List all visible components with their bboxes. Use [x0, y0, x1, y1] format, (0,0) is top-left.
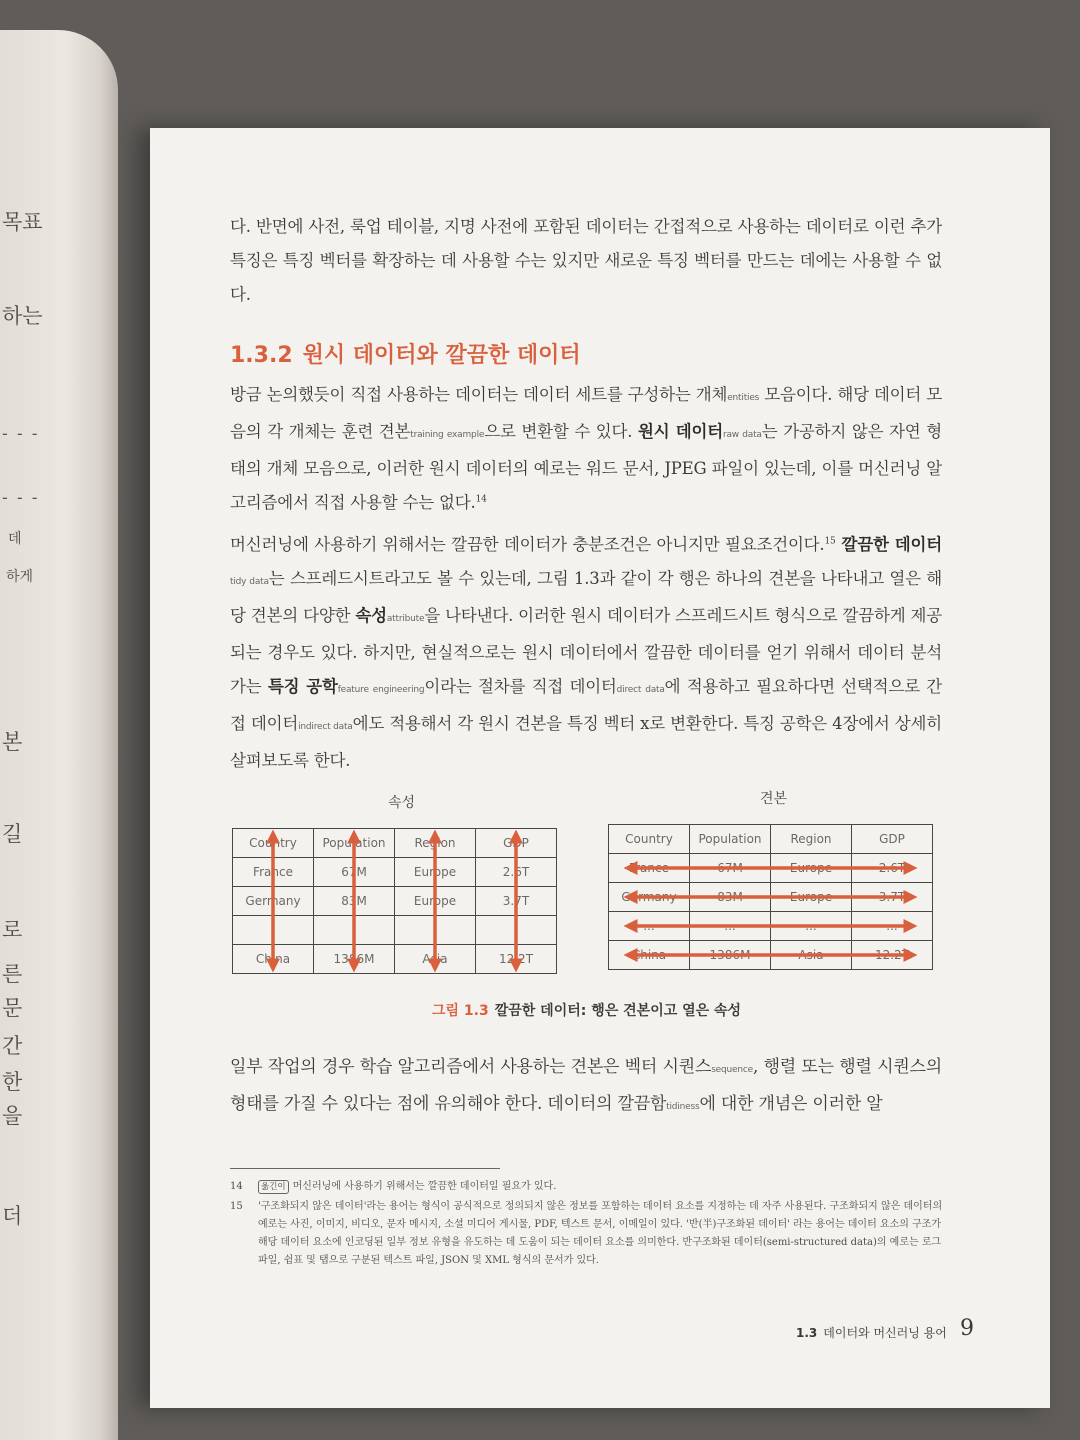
left-page-dashes: - - -: [2, 424, 40, 443]
left-page-fragment: 하게: [6, 569, 34, 585]
english-term: attribute: [386, 614, 425, 624]
translator-tag: 옮긴이: [258, 1180, 289, 1194]
english-term: feature engineering: [337, 685, 425, 695]
table-cell: 67M: [314, 858, 395, 887]
tidy-table-columns: [232, 828, 557, 974]
table-row: [233, 945, 557, 974]
table-cell: [314, 916, 395, 945]
table-cell: 12.2T: [476, 945, 557, 974]
table-row: [233, 858, 557, 887]
left-page-fragment: 목표: [2, 210, 43, 234]
page-number: 9: [960, 1316, 974, 1341]
book-page: [150, 128, 1050, 1408]
table-cell: 3.7T: [852, 883, 933, 912]
paragraph-tidy-data: [230, 528, 942, 778]
table-cell: Asia: [395, 945, 476, 974]
running-footer: [796, 1324, 947, 1341]
table-cell: 3.7T: [476, 887, 557, 916]
english-term: indirect data: [298, 722, 353, 732]
left-facing-page: [0, 30, 118, 1440]
left-page-fragment: 더: [2, 1204, 23, 1228]
table-cell: France: [233, 858, 314, 887]
table-cell: [233, 916, 314, 945]
section-title: 원시 데이터와 깔끔한 데이터: [302, 343, 581, 368]
footnote-number: 15: [230, 1201, 243, 1212]
footnote-number: 14: [230, 1181, 243, 1192]
table-row: [609, 854, 933, 883]
figure-number: 그림 1.3: [432, 1003, 489, 1019]
table-cell: France: [609, 854, 690, 883]
bold-term: 속성: [355, 606, 387, 625]
left-page-fragment: 하는: [2, 304, 43, 328]
paragraph-sequence: [230, 1050, 942, 1124]
left-page-fragment: 데: [8, 531, 22, 547]
left-page-fragment: 한: [2, 1070, 23, 1094]
section-number: 1.3.2: [230, 343, 293, 368]
table-cell: 1386M: [314, 945, 395, 974]
table-cell: 2.6T: [852, 854, 933, 883]
text-run: 이라는 절차를 직접 데이터: [424, 677, 617, 696]
left-page-fragment: 간: [2, 1034, 23, 1058]
footer-section-number: 1.3: [796, 1326, 818, 1340]
text-run: , 행렬 또는 행렬 시퀀스의 형태를 가질 수 있다는 점에 유의해야 한다. 데이터의 깔끔함: [230, 1057, 942, 1114]
english-term: raw data: [722, 430, 762, 440]
table-cell: 12.2T: [852, 941, 933, 970]
text-run: 일부 작업의 경우 학습 알고리즘에서 사용하는 견본은 벡터 시퀀스: [230, 1057, 712, 1077]
footnote-ref-15: 15: [824, 536, 836, 547]
text-run: 머신러닝에 사용하기 위해서는 깔끔한 데이터가 충분조건은 아니지만 필요조건이다.: [230, 535, 825, 554]
english-term: sequence: [711, 1065, 753, 1075]
footnote-15: [230, 1198, 950, 1270]
text-run: 는 가공하지 않은 자연 형태의 개체 모음으로, 이러한 원시 데이터의 예로는 워드 문서, JPEG 파일이 있는데, 이를 머신러닝 알고리즘에서 직접 사용할 수는 없다.: [230, 422, 942, 512]
english-term: tidiness: [666, 1102, 700, 1112]
table-cell: Germany: [233, 887, 314, 916]
footnote-ref-14: 14: [475, 494, 487, 505]
footnote-text: '구조화되지 않은 데이터'라는 용어는 형식이 공식적으로 정의되지 않은 정보를 포함하는 데이터 요소를 지정하는 데 자주 사용된다. 구조화되지 않은 데이터의 예로는 사진, 이미지, 비디오, 문자 메시지, 소셜 미디어 게시물, PDF, 텍스트 문서, 이메일이 있다. '반(半)구조화된 데이터' 라는 용어는 데이터 요소의 구조가 해당 데이터 요소에 인코딩된 일부 정보 유형을 유도하는 데 도움이 되는 데이터 요소를 의미한다. 반구조화된 데이터(semi-structured data)의 예로는 로그 파일, 쉼표 및 탭으로 구분된 텍스트 파일, JSON 및 XML 형식의 문서가 있다.: [258, 1201, 943, 1266]
table-header-row: [233, 829, 557, 858]
figure-label-attributes: 속성: [388, 795, 416, 811]
table-row: [609, 912, 933, 941]
footnote-divider: [230, 1168, 500, 1169]
left-page-fragment: 로: [2, 918, 23, 942]
table-cell: Population: [314, 829, 395, 858]
tidy-table-rows: [608, 824, 933, 970]
section-heading: [230, 338, 581, 369]
english-term: training example: [410, 430, 485, 440]
intro-paragraph: 다. 반면에 사전, 룩업 테이블, 지명 사전에 포함된 데이터는 간접적으로 사용하는 데이터로 이런 추가 특징은 특징 벡터를 확장하는 데 사용할 수는 있지만 새로운 특징 벡터를 만드는 데에는 사용할 수 없다.: [230, 217, 942, 304]
table-row: [233, 916, 557, 945]
figure-caption: [432, 1000, 741, 1020]
table-cell: GDP: [852, 825, 933, 854]
text-run: 으로 변환할 수 있다.: [484, 422, 639, 441]
left-page-dashes: - - -: [2, 488, 40, 507]
text-run: 모음이다. 해당 데이터 모음의 각 개체는 훈련 견본: [230, 385, 942, 441]
figure-label-examples: 견본: [760, 791, 788, 807]
table-cell: 67M: [690, 854, 771, 883]
table-cell: 83M: [690, 883, 771, 912]
text-run: 에 적용하고 필요하다면 선택적으로 간접 데이터: [230, 677, 942, 733]
left-page-fragment: 본: [2, 730, 23, 754]
table-cell: China: [609, 941, 690, 970]
left-page-fragment: 른: [2, 962, 23, 986]
table-cell: Europe: [395, 887, 476, 916]
table-cell: 2.6T: [476, 858, 557, 887]
table-row: [609, 941, 933, 970]
table-cell: Germany: [609, 883, 690, 912]
table-cell: Europe: [771, 854, 852, 883]
bold-term: 특징 공학: [267, 677, 338, 696]
table-cell: Region: [395, 829, 476, 858]
table-cell: GDP: [476, 829, 557, 858]
text-run: 을 나타낸다. 이러한 원시 데이터가 스프레드시트 형식으로 깔끔하게 제공되는 경우도 있다. 하지만, 현실적으로는 원시 데이터에서 깔끔한 데이터를 얻기 위해서 데이터 분석가는: [230, 606, 942, 696]
table-cell: 83M: [314, 887, 395, 916]
table-cell: China: [233, 945, 314, 974]
left-page-fragment: 문: [2, 996, 23, 1020]
text-run: 는 스프레드시트라고도 볼 수 있는데, 그림 1.3과 같이 각 행은 하나의 견본을 나타내고 열은 해당 견본의 다양한: [230, 569, 942, 625]
table-cell: Population: [690, 825, 771, 854]
text-run: 방금 논의했듯이 직접 사용하는 데이터는 데이터 세트를 구성하는 개체: [230, 385, 728, 404]
table-row: [609, 883, 933, 912]
table-cell: [476, 916, 557, 945]
table-row: [233, 887, 557, 916]
table-cell: Country: [609, 825, 690, 854]
paragraph-raw-data: [230, 378, 942, 520]
english-term: entities: [727, 393, 760, 403]
table-cell: ...: [609, 912, 690, 941]
table-cell: Country: [233, 829, 314, 858]
table-cell: Region: [771, 825, 852, 854]
footnote-text: 머신러닝에 사용하기 위해서는 깔끔한 데이터일 필요가 있다.: [292, 1181, 557, 1192]
left-page-fragment: 길: [2, 822, 23, 846]
text-run: 에 대한 개념은 이러한 알: [699, 1094, 883, 1114]
english-term: direct data: [616, 685, 665, 695]
left-page-fragment: 을: [2, 1104, 23, 1128]
bold-term: 원시 데이터: [638, 422, 723, 441]
footnote-14: [230, 1178, 950, 1196]
footer-section-title: 데이터와 머신러닝 용어: [823, 1326, 947, 1340]
figure-caption-text: 깔끔한 데이터: 행은 견본이고 열은 속성: [494, 1003, 742, 1019]
text-run: 에도 적용해서 각 원시 견본을 특징 벡터 x로 변환한다. 특징 공학은 4장에서 상세히 살펴보도록 한다.: [230, 714, 942, 770]
table-header-row: [609, 825, 933, 854]
table-cell: [395, 916, 476, 945]
table-cell: Asia: [771, 941, 852, 970]
table-cell: ...: [852, 912, 933, 941]
table-cell: ...: [690, 912, 771, 941]
table-cell: Europe: [771, 883, 852, 912]
table-cell: ...: [771, 912, 852, 941]
table-cell: Europe: [395, 858, 476, 887]
table-cell: 1386M: [690, 941, 771, 970]
english-term: tidy data: [230, 577, 269, 587]
bold-term: 깔끔한 데이터: [835, 535, 942, 554]
